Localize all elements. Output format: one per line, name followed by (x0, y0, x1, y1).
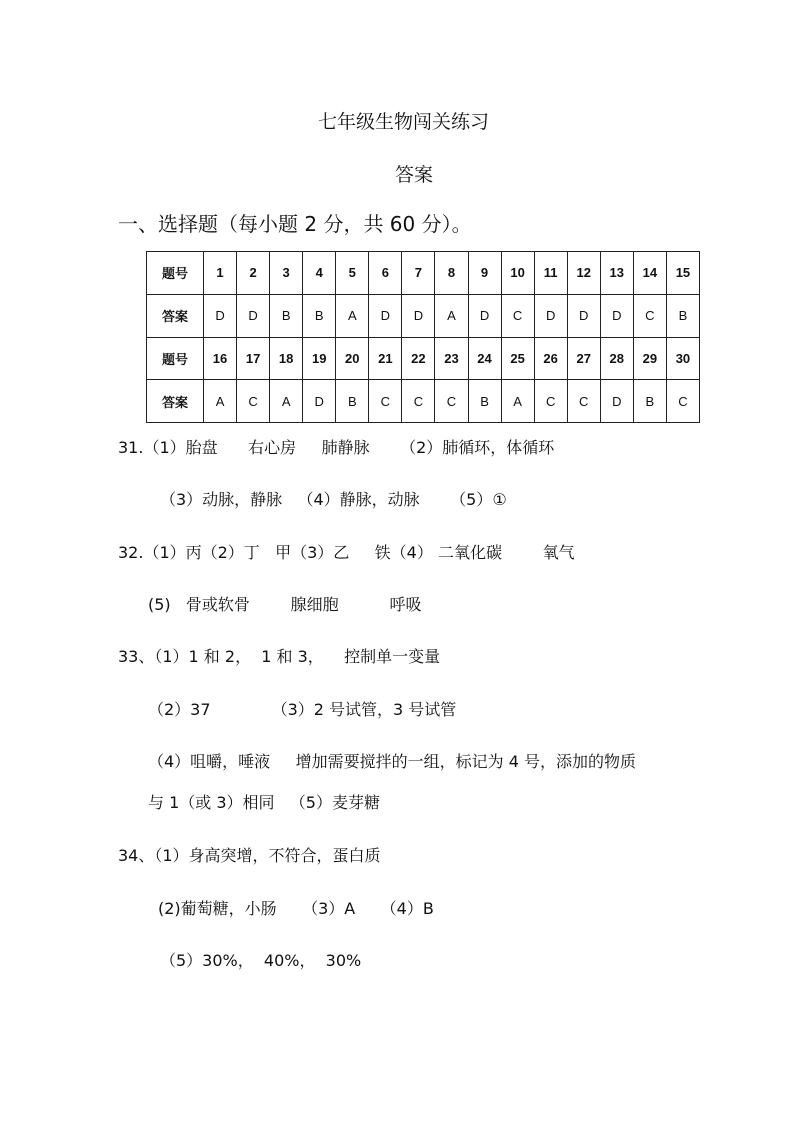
answer-line-31b: （3）动脉，静脉 （4）静脉，动脉 （5）① (160, 490, 507, 509)
question-number: 14 (633, 252, 666, 295)
page-subtitle: 答案 (395, 164, 434, 186)
answer-cell: D (600, 294, 633, 337)
answer-cell: C (534, 380, 567, 423)
answer-table (146, 251, 700, 423)
question-number: 4 (303, 252, 336, 295)
answer-cell: C (402, 380, 435, 423)
question-number: 2 (237, 252, 270, 295)
question-number: 18 (270, 337, 303, 380)
question-number: 8 (435, 252, 468, 295)
answer-cell: D (534, 294, 567, 337)
answer-cell: B (633, 380, 666, 423)
answer-cell: D (600, 380, 633, 423)
section-heading-choice: 一、选择题（每小题 2 分，共 60 分）。 (118, 212, 472, 236)
answer-cell: A (435, 294, 468, 337)
question-number: 27 (567, 337, 600, 380)
question-number: 19 (303, 337, 336, 380)
answer-cell: D (402, 294, 435, 337)
question-number: 3 (270, 252, 303, 295)
answer-line-33c: （4）咀嚼，唾液 增加需要搅拌的一组，标记为 4 号，添加的物质 (148, 752, 636, 771)
answer-cell: C (501, 294, 534, 337)
answer-cell: B (303, 294, 336, 337)
answer-cell: B (270, 294, 303, 337)
question-number: 1 (204, 252, 237, 295)
question-number: 24 (468, 337, 501, 380)
answer-cell: A (270, 380, 303, 423)
answer-cell: A (336, 294, 369, 337)
question-number: 12 (567, 252, 600, 295)
row-label: 答案 (147, 294, 204, 337)
question-number: 29 (633, 337, 666, 380)
answer-line-33d: 与 1（或 3）相同 （5）麦芽糖 (148, 793, 380, 812)
answer-line-34c: （5）30%， 40%， 30% (160, 951, 362, 970)
answer-cell: D (468, 294, 501, 337)
answer-cell: C (369, 380, 402, 423)
answer-line-34b: (2)葡萄糖，小肠 （3）A （4）B (158, 899, 434, 918)
question-number: 30 (666, 337, 699, 380)
answer-cell: D (369, 294, 402, 337)
table-row (147, 337, 700, 380)
question-number: 10 (501, 252, 534, 295)
question-number: 22 (402, 337, 435, 380)
question-number: 21 (369, 337, 402, 380)
question-number: 20 (336, 337, 369, 380)
row-label: 答案 (147, 380, 204, 423)
question-number: 16 (204, 337, 237, 380)
question-number: 9 (468, 252, 501, 295)
question-number: 6 (369, 252, 402, 295)
answer-cell: B (468, 380, 501, 423)
answer-line-31a: 31.（1）胎盘 右心房 肺静脉 （2）肺循环，体循环 (118, 438, 555, 457)
page-title: 七年级生物闯关练习 (318, 111, 490, 133)
answer-line-34a: 34、（1）身高突增，不符合，蛋白质 (118, 846, 381, 865)
answer-cell: C (435, 380, 468, 423)
answer-line-33a: 33、（1）1 和 2， 1 和 3， 控制单一变量 (118, 647, 441, 666)
answer-cell: A (204, 380, 237, 423)
answer-cell: C (666, 380, 699, 423)
answer-cell: C (633, 294, 666, 337)
question-number: 15 (666, 252, 699, 295)
question-number: 7 (402, 252, 435, 295)
answer-cell: A (501, 380, 534, 423)
answer-cell: B (336, 380, 369, 423)
table-row (147, 294, 700, 337)
question-number: 23 (435, 337, 468, 380)
answer-line-32b: (5) 骨或软骨 腺细胞 呼吸 (148, 595, 422, 614)
question-number: 26 (534, 337, 567, 380)
table-row (147, 380, 700, 423)
question-number: 28 (600, 337, 633, 380)
answer-cell: B (666, 294, 699, 337)
answer-cell: D (567, 294, 600, 337)
question-number: 13 (600, 252, 633, 295)
answer-cell: D (303, 380, 336, 423)
row-label: 题号 (147, 252, 204, 295)
question-number: 11 (534, 252, 567, 295)
row-label: 题号 (147, 337, 204, 380)
answer-cell: C (567, 380, 600, 423)
answer-line-33b: （2）37 （3）2 号试管，3 号试管 (148, 700, 457, 719)
answer-cell: C (237, 380, 270, 423)
table-row (147, 252, 700, 295)
question-number: 17 (237, 337, 270, 380)
question-number: 5 (336, 252, 369, 295)
question-number: 25 (501, 337, 534, 380)
answer-line-32a: 32.（1）丙（2）丁 甲（3）乙 铁（4） 二氧化碳 氧气 (118, 543, 575, 562)
answer-cell: D (204, 294, 237, 337)
answer-cell: D (237, 294, 270, 337)
